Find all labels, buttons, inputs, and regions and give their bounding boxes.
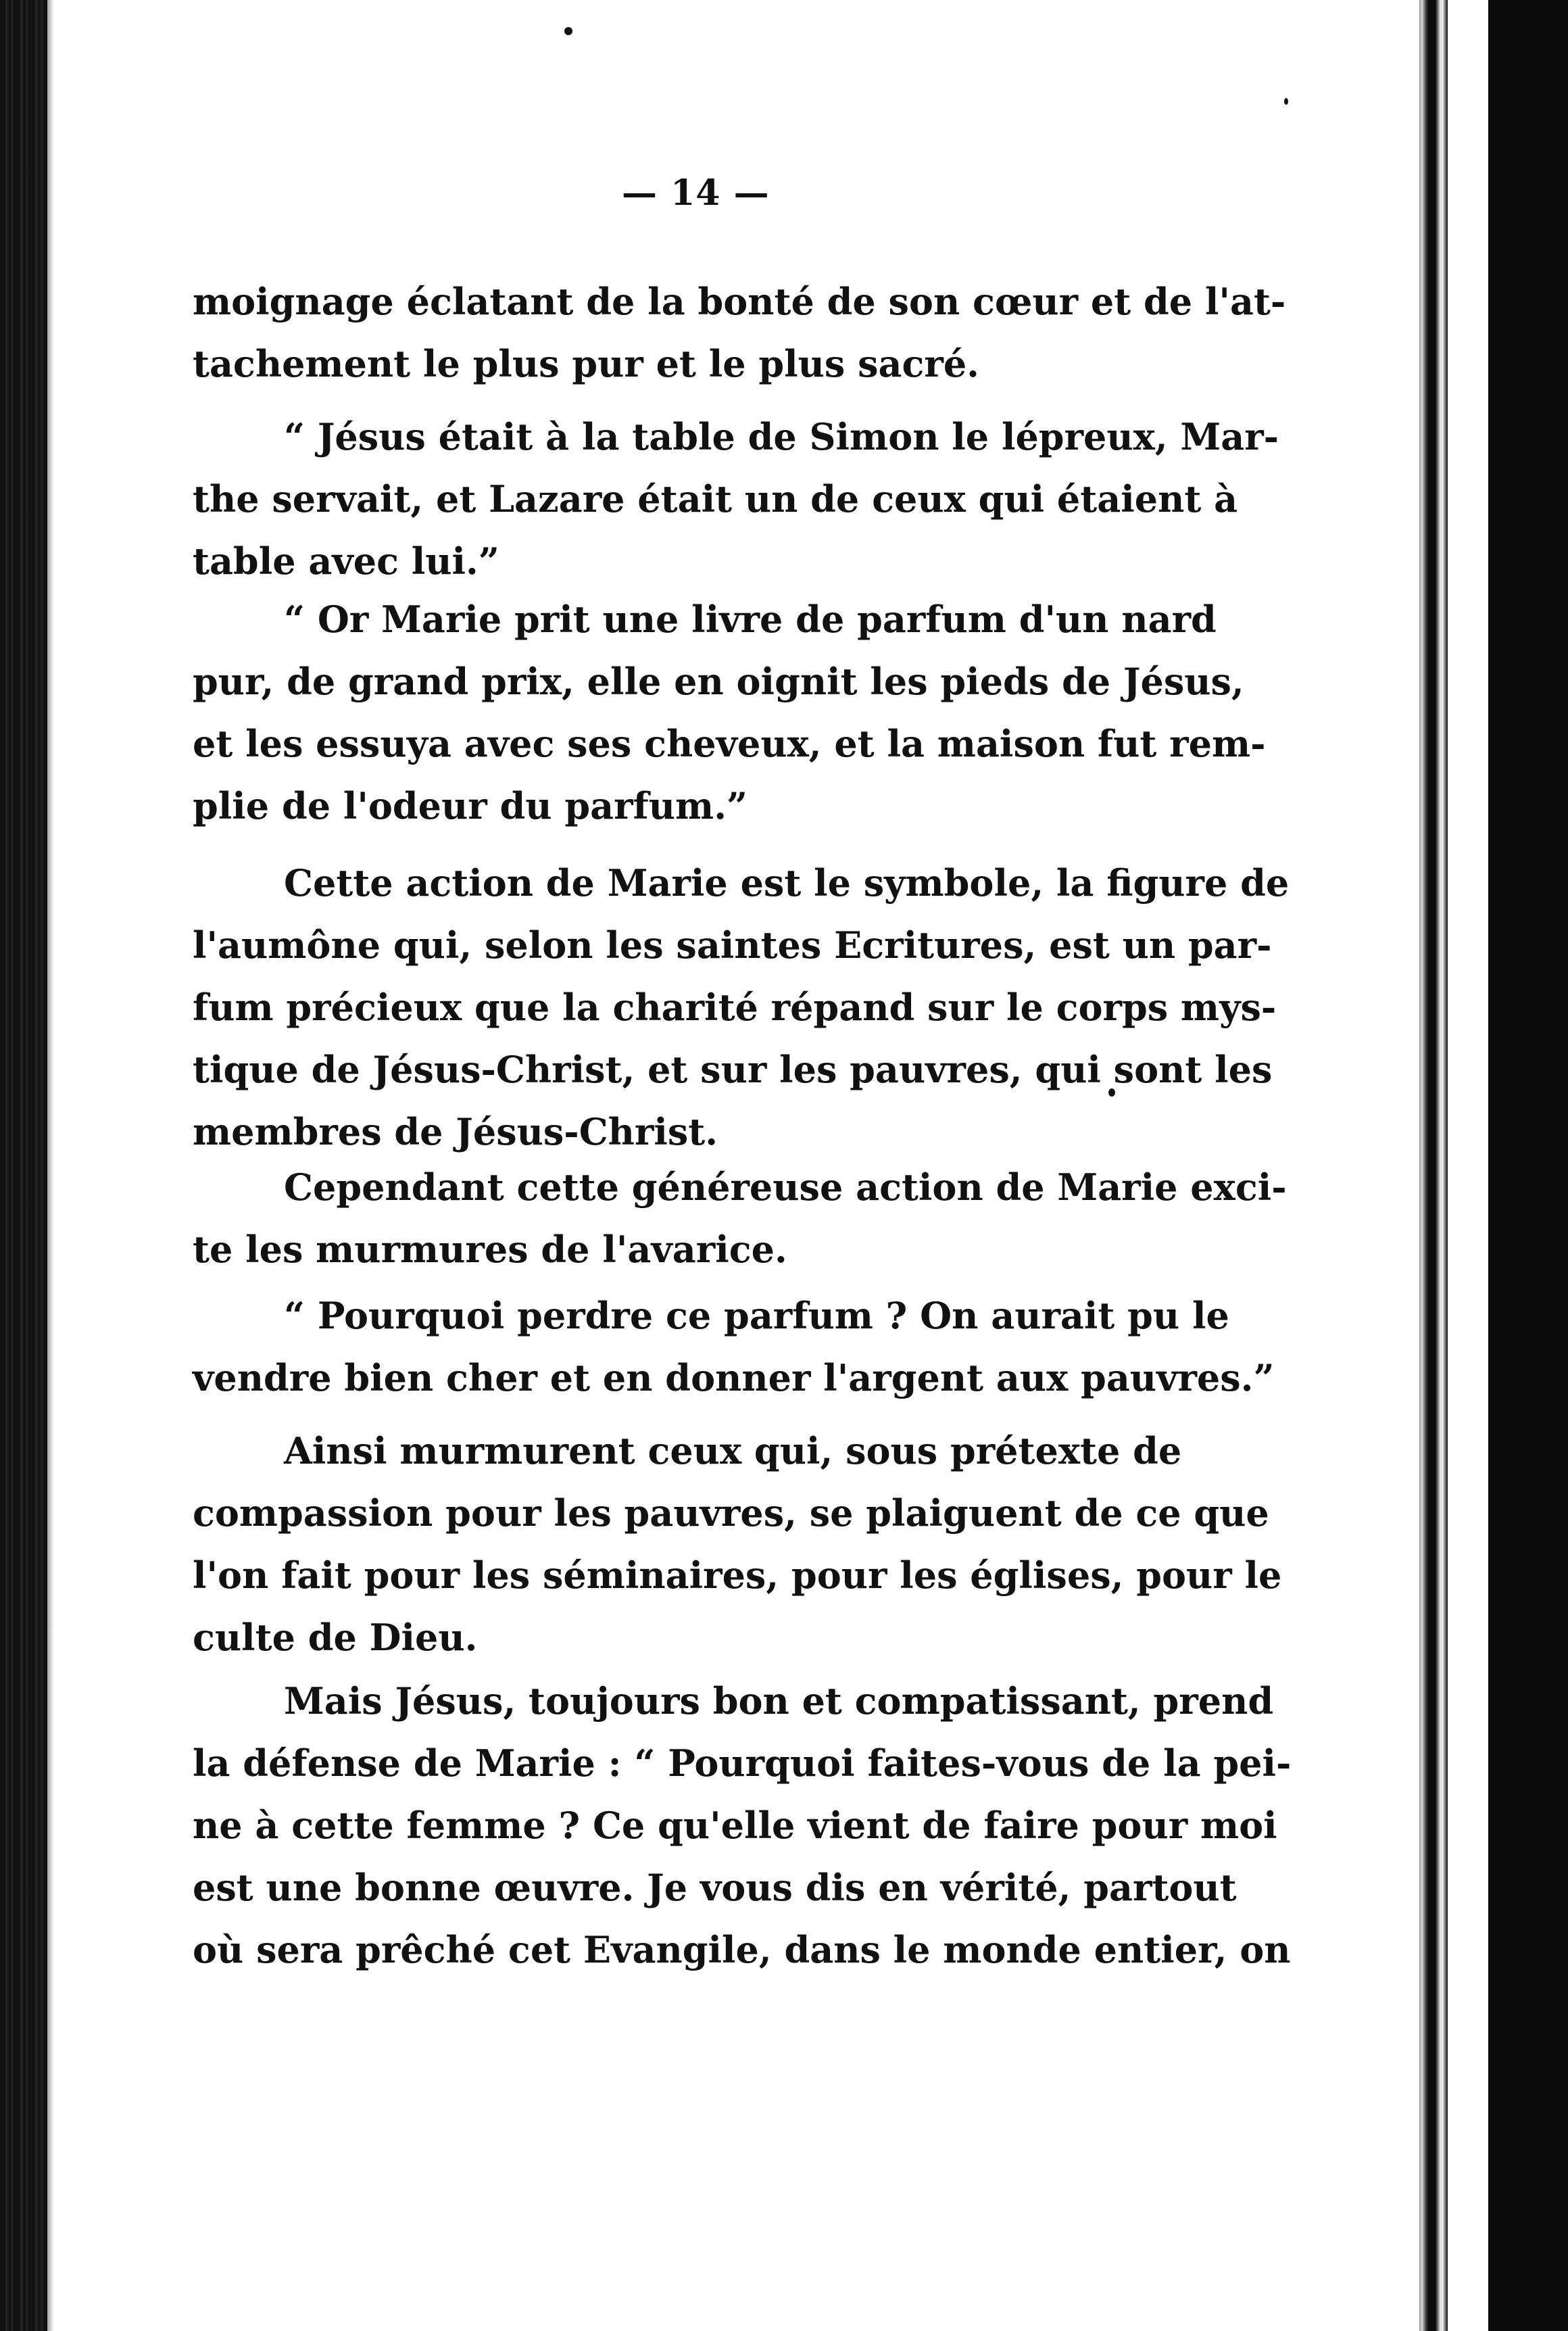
text-line: pur, de grand prix, elle en oignit les pieds de Jésus, (193, 660, 1244, 703)
text-line: culte de Dieu. (193, 1616, 478, 1659)
paragraph-4 (193, 852, 1290, 1163)
left-scan-edge (0, 0, 47, 2331)
binding-seam (1419, 0, 1429, 2331)
text-line: moignage éclatant de la bonté de son cœur et de l'at- (193, 280, 1286, 323)
text-line: the servait, et Lazare était un de ceux qui étaient à (193, 477, 1238, 521)
text-line: Cette action de Marie est le symbole, la figure de (284, 861, 1290, 905)
paragraph-7 (193, 1420, 1282, 1668)
text-line: ne à cette femme ? Ce qu'elle vient de faire pour moi (193, 1804, 1277, 1847)
text-line: compassion pour les pauvres, se plaiguent de ce que (193, 1491, 1269, 1535)
text-line: tachement le plus pur et le plus sacré. (193, 342, 979, 385)
text-line: Cependant cette généreuse action de Marie exci- (284, 1166, 1287, 1209)
scan-speck (1284, 98, 1288, 105)
paragraph-1 (193, 270, 1286, 395)
right-binding-edge (1419, 0, 1568, 2331)
text-line: et les essuya avec ses cheveux, et la maison fut rem- (193, 722, 1266, 765)
text-line: l'aumône qui, selon les saintes Ecritures, est un par- (193, 923, 1272, 967)
binding-strip (1448, 0, 1492, 2331)
text-line: est une bonne œuvre. Je vous dis en vérité, partout (193, 1866, 1237, 1909)
text-line: “ Or Marie prit une livre de parfum d'un nard (284, 598, 1217, 641)
text-line: fum précieux que la charité répand sur le corps mys- (193, 986, 1277, 1029)
text-line: “ Jésus était à la table de Simon le lépreux, Mar- (284, 415, 1279, 458)
text-line: membres de Jésus-Christ. (193, 1110, 718, 1153)
paragraph-6 (193, 1284, 1275, 1409)
page-number: — 14 — (622, 172, 770, 214)
text-line: la défense de Marie : “ Pourquoi faites-vous de la pei- (193, 1741, 1292, 1785)
text-line: table avec lui.” (193, 539, 499, 583)
text-line: “ Pourquoi perdre ce parfum ? On aurait pu le (284, 1294, 1229, 1337)
scan-speck (564, 27, 572, 35)
text-line: tique de Jésus-Christ, et sur les pauvres, qui sont les (193, 1048, 1273, 1091)
text-line: où sera prêché cet Evangile, dans le monde entier, on (193, 1928, 1291, 1971)
text-line: vendre bien cher et en donner l'argent aux pauvres.” (193, 1356, 1275, 1399)
paragraph-5 (193, 1156, 1287, 1280)
paragraph-3 (193, 588, 1266, 837)
text-line: te les murmures de l'avarice. (193, 1228, 787, 1271)
binding-gap (1436, 0, 1448, 2331)
text-line: Mais Jésus, toujours bon et compatissant, prend (284, 1679, 1274, 1723)
paragraph-2 (193, 406, 1279, 592)
paragraph-8 (193, 1670, 1292, 1981)
text-line: plie de l'odeur du parfum.” (193, 784, 748, 827)
text-line: l'on fait pour les séminaires, pour les églises, pour le (193, 1554, 1282, 1597)
text-line: Ainsi murmurent ceux qui, sous prétexte de (284, 1429, 1182, 1472)
